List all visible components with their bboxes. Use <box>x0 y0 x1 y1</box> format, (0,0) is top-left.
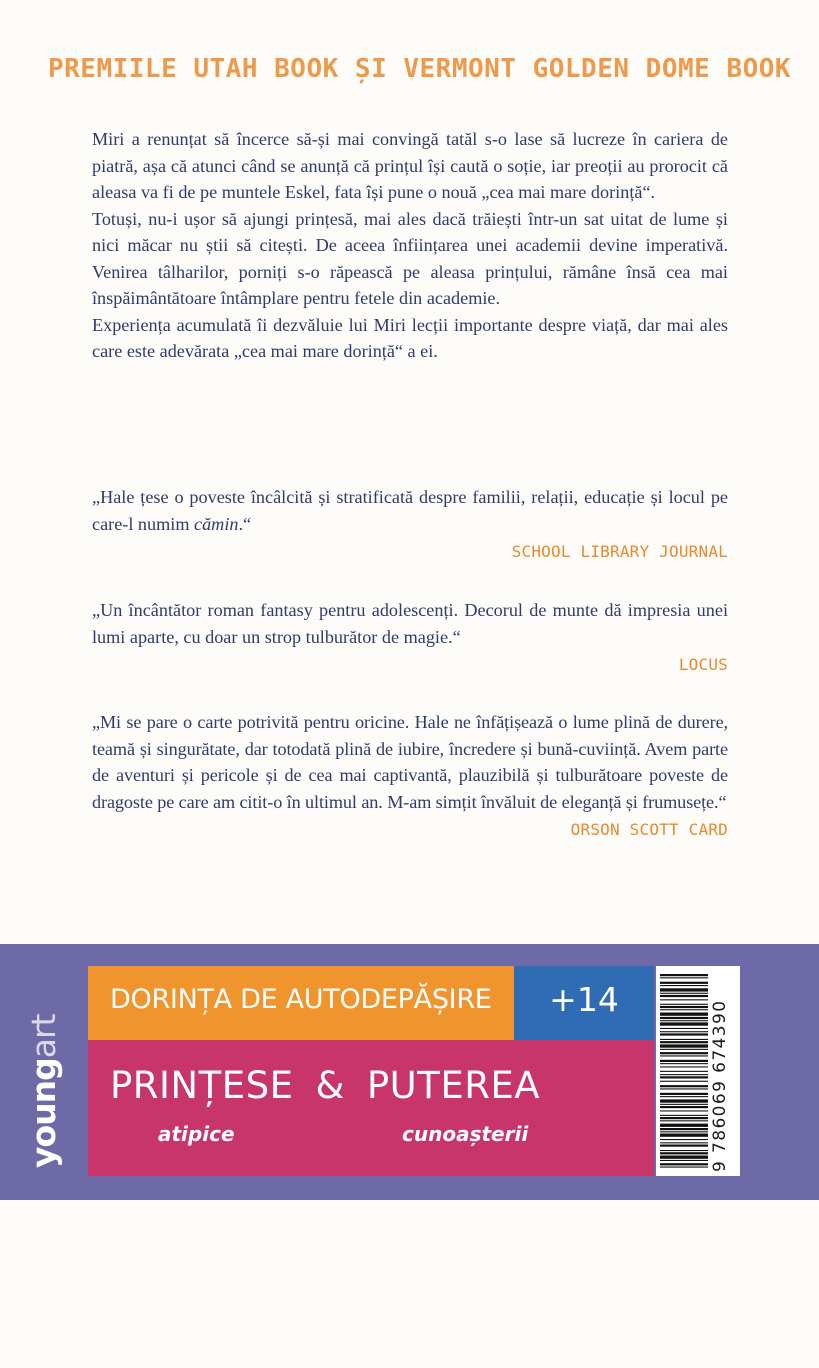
age-badge <box>514 966 654 1040</box>
barcode-bar <box>660 1060 708 1062</box>
theme-label <box>88 966 514 1040</box>
barcode-bar <box>660 1081 708 1082</box>
logo-word-art: art <box>24 1014 63 1059</box>
age-text: +14 <box>549 980 619 1019</box>
awards-heading: PREMIILE UTAH BOOK ȘI VERMONT GOLDEN DOME BOOK <box>48 54 792 84</box>
publisher-logo <box>24 1014 64 1368</box>
barcode-bar <box>660 1039 708 1040</box>
barcode-bar <box>660 1006 708 1008</box>
barcode-bar <box>660 1052 708 1054</box>
category-right: PUTEREA <box>366 1064 541 1107</box>
barcode-bar <box>660 1022 708 1025</box>
barcode-bar <box>660 1066 708 1067</box>
quote-text <box>92 484 728 537</box>
barcode-bar <box>660 1117 708 1119</box>
category-left-sub: atipice <box>158 1122 235 1146</box>
barcode-bar <box>660 1031 708 1032</box>
barcode-bar <box>660 1041 708 1043</box>
barcode-bar <box>660 1131 708 1132</box>
quote-text: „Un încântător roman fantasy pentru adolescenți. Decorul de munte dă impresia unei lumi aparte, cu doar un strop tulburător de magie.“ <box>92 600 728 647</box>
barcode-bar <box>660 1160 708 1161</box>
barcode-bar <box>660 974 708 976</box>
barcode-bar <box>660 1104 708 1105</box>
barcode-bar <box>660 1145 708 1147</box>
barcode-bar <box>660 993 708 994</box>
barcode-bar <box>660 1093 708 1095</box>
barcode-bar <box>660 995 708 997</box>
barcode-bar <box>660 1128 708 1130</box>
barcode-bar <box>660 1106 708 1108</box>
quote-text-part: .“ <box>238 513 252 534</box>
isbn-barcode <box>656 966 740 1176</box>
quote-source: ORSON SCOTT CARD <box>570 820 728 839</box>
book-blurb <box>92 126 728 365</box>
barcode-bar <box>660 1017 708 1019</box>
barcode-bar <box>660 1139 708 1140</box>
barcode-bar <box>660 1063 708 1064</box>
barcode-bar <box>660 985 708 986</box>
barcode-bar <box>660 1150 708 1151</box>
barcode-bar <box>660 1004 708 1005</box>
barcode-bar <box>660 1020 708 1021</box>
barcode-bar <box>660 1009 708 1010</box>
category-amp: & <box>315 1064 345 1107</box>
publisher-logo-text <box>24 1014 63 1168</box>
barcode-bar <box>660 1156 708 1159</box>
blurb-paragraph: Miri a renunțat să încerce să-și mai convingă tatăl s-o lase să lucreze în cariera de piatră, așa că atunci când se anunță că prințul își caută o soție, iar preoții au prorocit că aleasa va fi de pe muntele Eskel, fata își pune o nouă „cea mai mare dorință“. <box>92 129 728 202</box>
barcode-bar <box>660 1033 708 1035</box>
barcode-bar <box>660 1134 708 1137</box>
barcode-bar <box>660 1044 708 1047</box>
barcode-bar <box>660 1167 708 1168</box>
review-quote <box>92 597 728 676</box>
quote-source: LOCUS <box>678 655 728 674</box>
barcode-bar <box>660 977 708 978</box>
isbn-digits: 9 786069 674390 <box>710 999 730 1172</box>
barcode-bar <box>660 1028 708 1029</box>
barcode-bar <box>660 1142 708 1143</box>
theme-text: DORINȚA DE AUTODEPĂȘIRE <box>110 984 492 1015</box>
barcode-bar <box>660 1088 708 1089</box>
barcode-bar <box>660 1099 708 1102</box>
barcode-bar <box>660 1120 708 1121</box>
review-quote <box>92 709 728 841</box>
barcode-bar <box>660 1076 708 1078</box>
quote-source: SCHOOL LIBRARY JOURNAL <box>511 542 728 561</box>
barcode-bar <box>660 982 708 984</box>
barcode-bar <box>660 999 708 1000</box>
isbn-digits-wrap <box>710 972 738 1172</box>
quote-italic-word: cămin <box>194 513 239 534</box>
review-quote <box>92 484 728 563</box>
barcode-bar <box>660 1071 708 1072</box>
barcode-bar <box>660 1074 708 1075</box>
category-main <box>110 1064 540 1107</box>
barcode-bar <box>660 1152 708 1154</box>
category-left: PRINȚESE <box>110 1064 294 1107</box>
quote-text: „Mi se pare o carte potrivită pentru oricine. Hale ne înfățișează o lume plină de durere, teamă și singurătate, dar totodată plină de iubire, încredere și bună-cuviință. Avem parte de aventuri și pericole și de cea mai captivantă, plauzibilă și tulburătoare poveste de dragoste pe care am citit-o în ultimul an. M-am simțit învăluit de eleganță și frumusețe.“ <box>92 712 728 812</box>
category-right-sub: cunoașterii <box>402 1122 529 1146</box>
barcode-bar <box>660 1110 708 1111</box>
category-label <box>88 1040 654 1176</box>
barcode-bar <box>660 1013 708 1016</box>
barcode-bar <box>660 1085 708 1087</box>
quote-text-part: „Hale țese o poveste încâlcită și stratificată despre familii, relații, educație și locul pe care-l numim <box>92 487 728 534</box>
logo-word-young: young <box>24 1058 63 1168</box>
barcode-bar <box>660 1055 708 1056</box>
barcode-bar <box>660 1115 708 1116</box>
blurb-paragraph: Experiența acumulată îi dezvăluie lui Miri lecții importante despre viață, dar mai ales care este adevărata „cea mai mare dorință“ a ei. <box>92 314 728 361</box>
barcode-bar <box>660 1096 708 1097</box>
barcode-bar <box>660 1049 708 1050</box>
barcode-bar <box>660 988 708 991</box>
barcode-bar <box>660 1124 708 1127</box>
blurb-paragraph: Totuși, nu-i ușor să ajungi prințesă, mai ales dacă trăiești într-un sat uitat de lume și nici măcar nu știi să citești. De aceea înființarea unei academii devine imperativă. Venirea tâlharilor, porniți s-o răpească pe aleasa prințului, rămâne însă cea mai înspăimântătoare întâmplare pentru fetele din academie. <box>92 208 728 308</box>
barcode-bar <box>660 1163 708 1165</box>
